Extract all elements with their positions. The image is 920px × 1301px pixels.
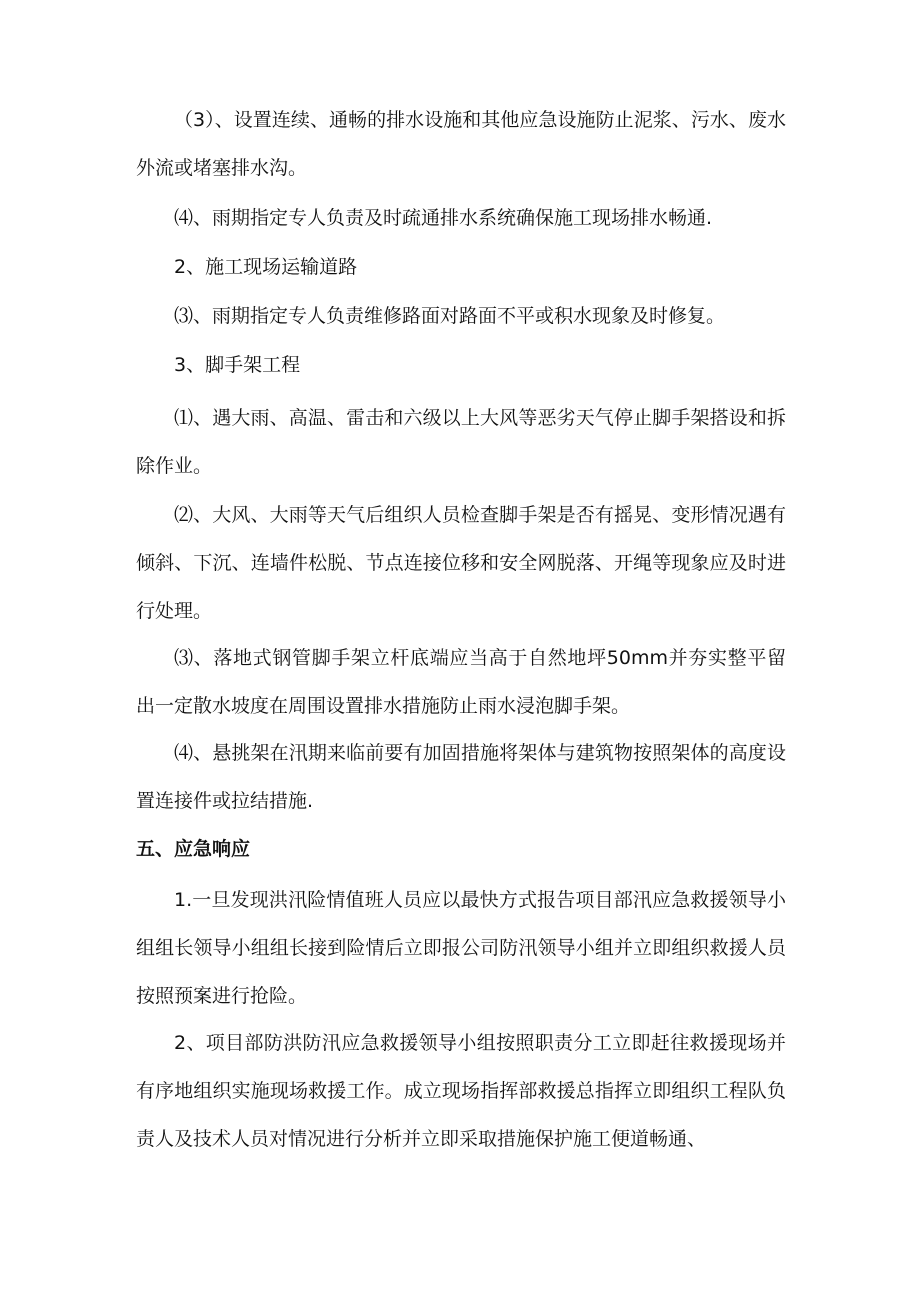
- paragraph-transport-road-heading: 2、施工现场运输道路: [174, 256, 358, 278]
- paragraph-road-repair: ⑶、雨期指定专人负责维修路面对路面不平或积水现象及时修复。: [174, 305, 726, 327]
- paragraph-cantilever-scaffold: ⑷、悬挑架在汛期来临前要有加固措施将架体与建筑物按照架体的高度设置连接件或拉结措施.: [136, 742, 786, 812]
- paragraph-response-report: 1.一旦发现洪汛险情值班人员应以最快方式报告项目部汛应急救援领导小组组长领导小组组长接到险情后立即报公司防汛领导小组并立即组织救援人员按照预案进行抢险。: [136, 889, 786, 1007]
- paragraph-drainage-clearing: ⑷、雨期指定专人负责及时疏通排水系统确保施工现场排水畅通.: [174, 207, 713, 229]
- paragraph-scaffolding-inspection: ⑵、大风、大雨等天气后组织人员检查脚手架是否有摇晃、变形情况遇有倾斜、下沉、连墙件松脱、节点连接位移和安全网脱落、开绳等现象应及时进行处理。: [136, 504, 786, 622]
- section-heading-emergency-response: 五、应急响应: [136, 838, 251, 860]
- paragraph-response-rescue: 2、项目部防洪防汛应急救援领导小组按照职责分工立即赶往救援现场并有序地组织实施现场救援工作。成立现场指挥部救援总指挥立即组织工程队负责人及技术人员对情况进行分析并立即采取措施保护施工便道畅通、: [136, 1032, 786, 1150]
- paragraph-scaffolding-base: ⑶、落地式钢管脚手架立杆底端应当高于自然地坪50mm并夯实整平留出一定散水坡度在周围设置排水措施防止雨水浸泡脚手架。: [136, 647, 786, 717]
- paragraph-drainage-facilities: （3）、设置连续、通畅的排水设施和其他应急设施防止泥浆、污水、废水外流或堵塞排水沟。: [136, 109, 786, 179]
- paragraph-scaffolding-weather-stop: ⑴、遇大雨、高温、雷击和六级以上大风等恶劣天气停止脚手架搭设和拆除作业。: [136, 407, 786, 477]
- paragraph-scaffolding-heading: 3、脚手架工程: [174, 354, 301, 376]
